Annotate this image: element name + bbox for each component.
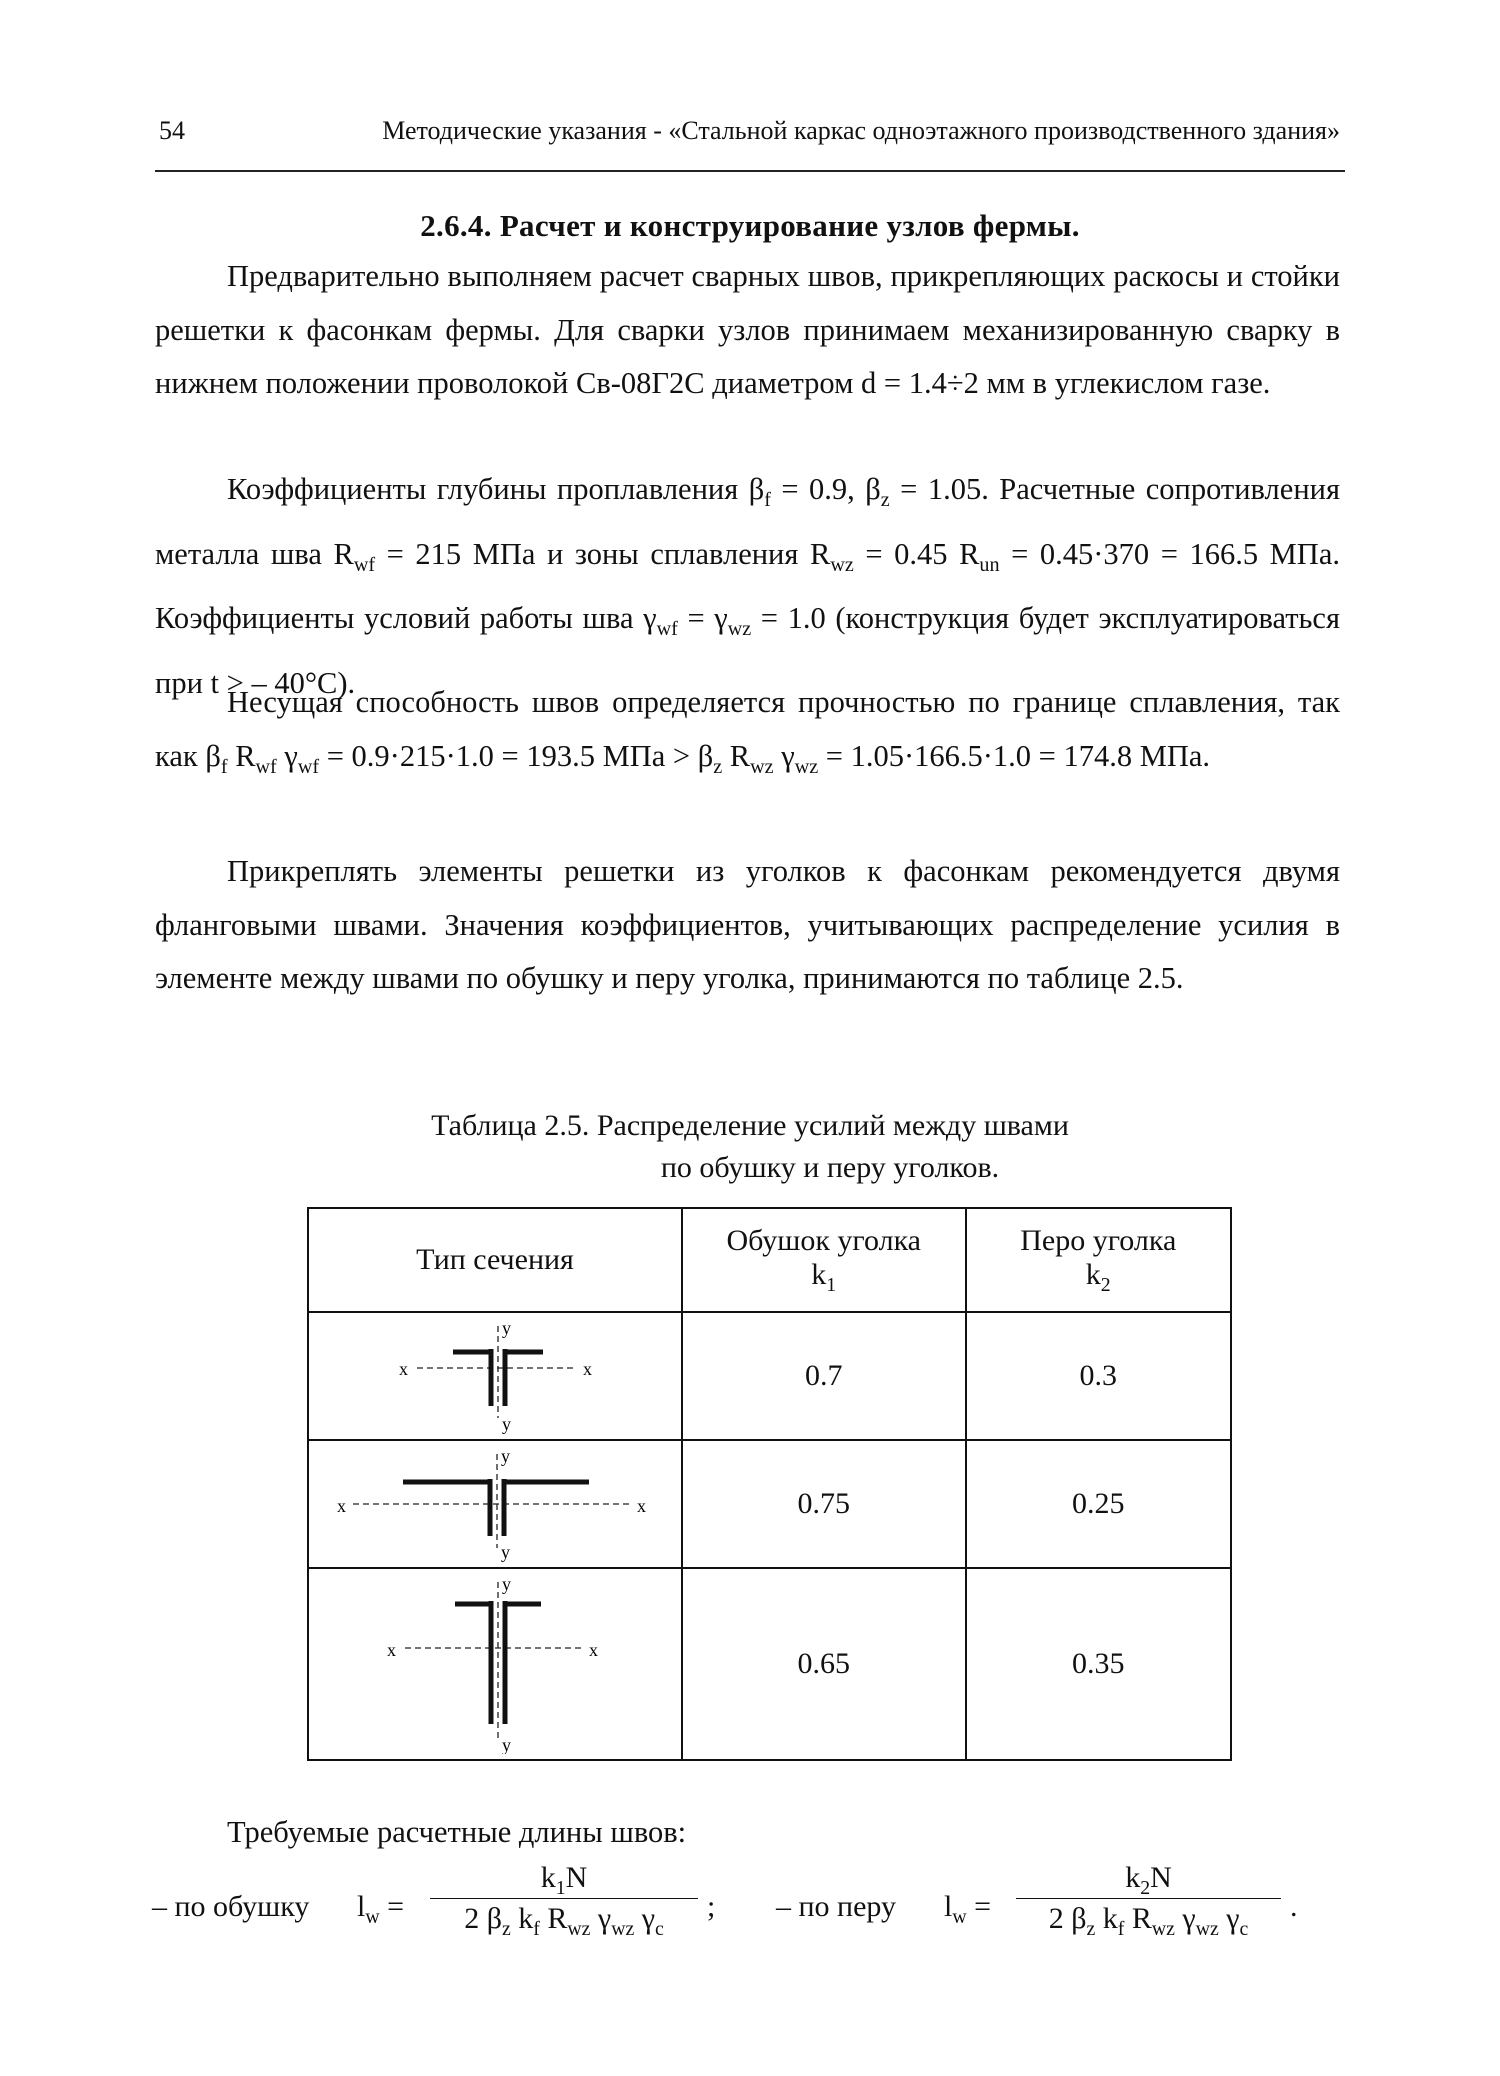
- svg-text:y: y: [501, 1318, 511, 1338]
- formula-heel-lhs: $l_w$ =: [357, 1890, 405, 1928]
- header-heel: Обушок уголка $k_1$: [682, 1208, 966, 1312]
- formula-heel-numerator: $k_1N$: [540, 1861, 588, 1899]
- table-caption: [0, 1105, 1500, 1189]
- formula-heel-fraction: [430, 1860, 698, 1940]
- svg-text:y: y: [501, 1574, 511, 1594]
- section-equal-angles-cell: [308, 1312, 682, 1440]
- k2-value: 0.35: [966, 1568, 1232, 1760]
- paragraph-bearing-capacity: Несущая способность швов определяется прочностью по границе сплавления, так как $\beta_f$ $R_{wf}$ $\gamma_{wf} = 0.9\cdot 215\cdot 1.0 = 193.5$ МПа > $\beta_z$ $R_{wz}$ $\gamma_{wz} = 1.05\cdot 166.5\cdot 1.0 = 174.8$ МПа.: [155, 685, 1340, 778]
- header-title: Методические указания - «Стальной каркас одноэтажного производственного здания»: [382, 116, 1340, 145]
- svg-text:y: y: [500, 1542, 510, 1562]
- svg-text:y: y: [501, 1735, 511, 1754]
- k2-value: 0.3: [966, 1312, 1232, 1440]
- header-section-type: Тип сечения: [308, 1208, 682, 1312]
- formula-toe-label: – по перу: [776, 1890, 897, 1923]
- page-number: 54: [159, 116, 185, 145]
- svg-text:y: y: [500, 1446, 510, 1466]
- table-caption-line-1: Таблица 2.5. Распределение усилий между швами: [431, 1109, 1069, 1142]
- table-caption-line-2: по обушку и перу уголков.: [660, 1151, 1000, 1184]
- formula-toe-fraction: [1016, 1860, 1281, 1940]
- svg-text:x: x: [588, 1640, 598, 1660]
- formula-toe-numerator: $k_2N$: [1125, 1861, 1172, 1899]
- svg-text:x: x: [636, 1496, 646, 1516]
- table-row: [308, 1568, 1231, 1760]
- unequal-angles-wide-section-diagram: [335, 1446, 655, 1562]
- k1-value: 0.65: [682, 1568, 966, 1760]
- formula-end: .: [1290, 1890, 1298, 1923]
- svg-text:x: x: [386, 1640, 396, 1660]
- table-row: [308, 1312, 1231, 1440]
- svg-text:y: y: [501, 1414, 511, 1434]
- k2-value: 0.25: [966, 1440, 1232, 1568]
- header-divider: [155, 170, 1345, 172]
- table-header-row: [308, 1208, 1231, 1312]
- k1-value: 0.7: [682, 1312, 966, 1440]
- weld-length-formulas: [152, 1850, 1352, 1970]
- running-header: [155, 116, 1340, 172]
- paragraph-welding-method: Предварительно выполняем расчет сварных швов, прикрепляющих раскосы и стойки решетки к фасонкам фермы. Для сварки узлов принимаем механизированную сварку в нижнем положении проволокой Св-08Г2С диаметром d = 1.4÷2 мм в углекислом газе.: [155, 259, 1340, 400]
- section-unequal-angles-wide-cell: [308, 1440, 682, 1568]
- paragraph-coefficients: Коэффициенты глубины проплавления $\beta_f = 0.9$, $\beta_z = 1.05$. Расчетные сопротивления металла шва $R_{wf} = 215$ МПа и зоны сплавления $R_{wz} = 0.45$ $R_{un} = 0.45\cdot 370 = 166.5$ МПа. Коэффициенты условий работы шва $\gamma_{wf} = \gamma_{wz} = 1.0$ (конструкция будет эксплуатироваться при t > – 40°C).: [155, 472, 1340, 700]
- formula-toe-denominator: 2 $\beta_z$ $k_f$ $R_{wz}$ $\gamma_{wz}$ $\gamma_c$: [1048, 1902, 1249, 1940]
- formula-heel-denominator: 2 $\beta_z$ $k_f$ $R_{wz}$ $\gamma_{wz}$ $\gamma_c$: [464, 1902, 664, 1940]
- formula-separator: ;: [707, 1890, 716, 1923]
- header-toe: Перо уголка $k_2$: [966, 1208, 1232, 1312]
- force-distribution-table: [307, 1207, 1232, 1761]
- svg-text:x: x: [336, 1496, 346, 1516]
- svg-text:x: x: [398, 1359, 408, 1379]
- equal-angles-section-diagram: [385, 1318, 605, 1434]
- formula-toe-lhs: $l_w$ =: [944, 1890, 992, 1928]
- required-lengths-heading: Требуемые расчетные длины швов:: [227, 1815, 687, 1849]
- k1-value: 0.75: [682, 1440, 966, 1568]
- unequal-angles-tall-section-diagram: [375, 1574, 615, 1754]
- table-row: [308, 1440, 1231, 1568]
- formula-heel-label: – по обушку: [152, 1890, 310, 1923]
- section-title: 2.6.4. Расчет и конструирование узлов фермы.: [420, 208, 1080, 243]
- section-unequal-angles-tall-cell: [308, 1568, 682, 1760]
- svg-text:x: x: [582, 1359, 592, 1379]
- paragraph-flank-welds: Прикреплять элементы решетки из уголков к фасонкам рекомендуется двумя фланговыми швами. Значения коэффициентов, учитывающих распределение усилия в элементе между швами по обушку и перу уголка, принимаются по таблице 2.5.: [155, 854, 1340, 995]
